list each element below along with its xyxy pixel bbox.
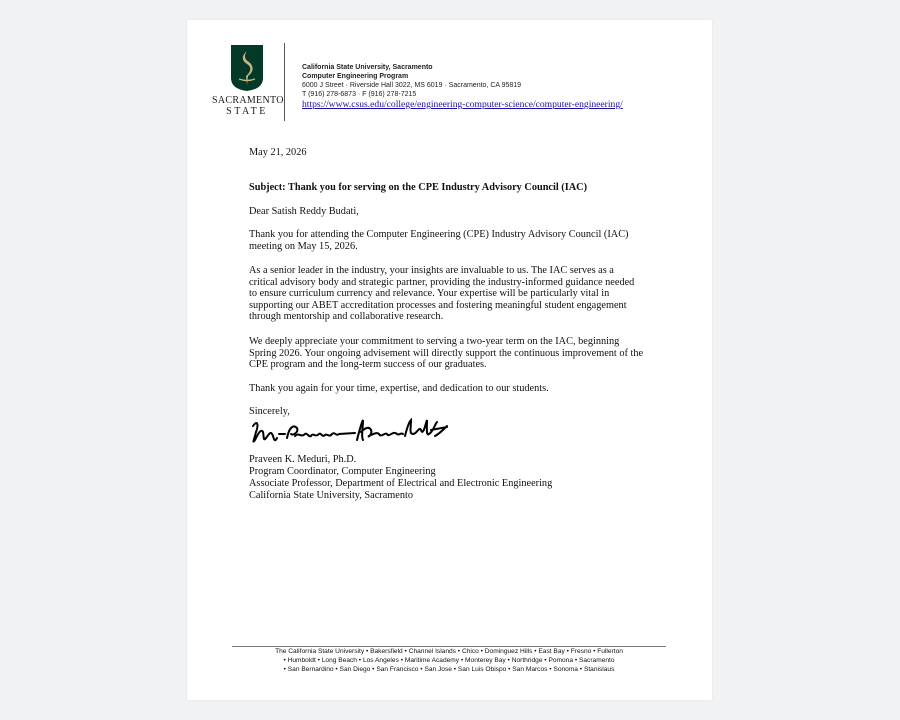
letter-greeting: Dear Satish Reddy Budati, bbox=[249, 206, 359, 217]
signer-title-2: Associate Professor, Department of Electrical and Electronic Engineering bbox=[249, 478, 553, 489]
csu-campus-footer bbox=[232, 647, 666, 674]
footer-line-3: • San Bernardino • San Diego • San Francisco • San Jose • San Luis Obispo • San Marcos • Sonoma • Stanislaus bbox=[283, 666, 615, 673]
letter-subject: Subject: Thank you for serving on the CPE Industry Advisory Council (IAC) bbox=[249, 182, 588, 193]
signer-title-1: Program Coordinator, Computer Engineering bbox=[249, 466, 436, 477]
letter-closing: Sincerely, bbox=[249, 406, 290, 417]
letter-paragraph-4: Thank you again for your time, expertise, and dedication to our students. bbox=[249, 383, 549, 394]
logo-wordmark-line1: SACRAMENTO bbox=[212, 95, 284, 106]
university-name: California State University, Sacramento bbox=[302, 64, 433, 71]
letter-date: May 21, 2026 bbox=[249, 147, 307, 158]
footer-line-2: • Humboldt • Long Beach • Los Angeles • Maritime Academy • Monterey Bay • Northridge • Pomona • Sacramento bbox=[283, 657, 615, 664]
street-address: 6000 J Street · Riverside Hall 3022, MS 6019 · Sacramento, CA 95819 bbox=[302, 82, 522, 89]
letter-paragraph-3: We deeply appreciate your commitment to serving a two-year term on the IAC, beginning Spring 2026. Your ongoing advisement will directly support the continuous improvement of the CPE program and the long-term success of our graduates. bbox=[249, 336, 644, 371]
program-name: Computer Engineering Program bbox=[302, 73, 409, 80]
handwritten-signature bbox=[247, 416, 457, 448]
sacramento-state-logo bbox=[212, 45, 282, 117]
signer-title-3: California State University, Sacramento bbox=[249, 490, 414, 501]
letter-page bbox=[187, 20, 712, 700]
hornet-torch-icon bbox=[230, 45, 264, 91]
letterhead-divider bbox=[284, 43, 285, 121]
footer-line-1: The California State University • Bakersfield • Channel Islands • Chico • Dominguez Hills • East Bay • Fresno • Fullerton bbox=[275, 648, 623, 655]
phone-fax: T (916) 278-6873 · F (916) 278-7215 bbox=[302, 91, 417, 98]
program-website-link[interactable]: https://www.csus.edu/college/engineering-computer-science/computer-engineering/ bbox=[302, 99, 623, 110]
letter-paragraph-2: As a senior leader in the industry, your insights are invaluable to us. The IAC serves as a critical advisory body and strategic partner, providing the industry-informed guidance needed to ensure curriculum currency and relevance. Your expertise will be particularly vital in supporting our ABET accreditation processes and fostering meaningful student engagement through mentorship and collaborative research. bbox=[249, 265, 635, 323]
letter-paragraph-1: Thank you for attending the Computer Engineering (CPE) Industry Advisory Council (IAC) meeting on May 15, 2026. bbox=[249, 229, 629, 252]
signer-name: Praveen K. Meduri, Ph.D. bbox=[249, 454, 357, 465]
logo-wordmark-line2: STATE bbox=[226, 106, 268, 117]
letterhead-address-block bbox=[302, 63, 623, 110]
